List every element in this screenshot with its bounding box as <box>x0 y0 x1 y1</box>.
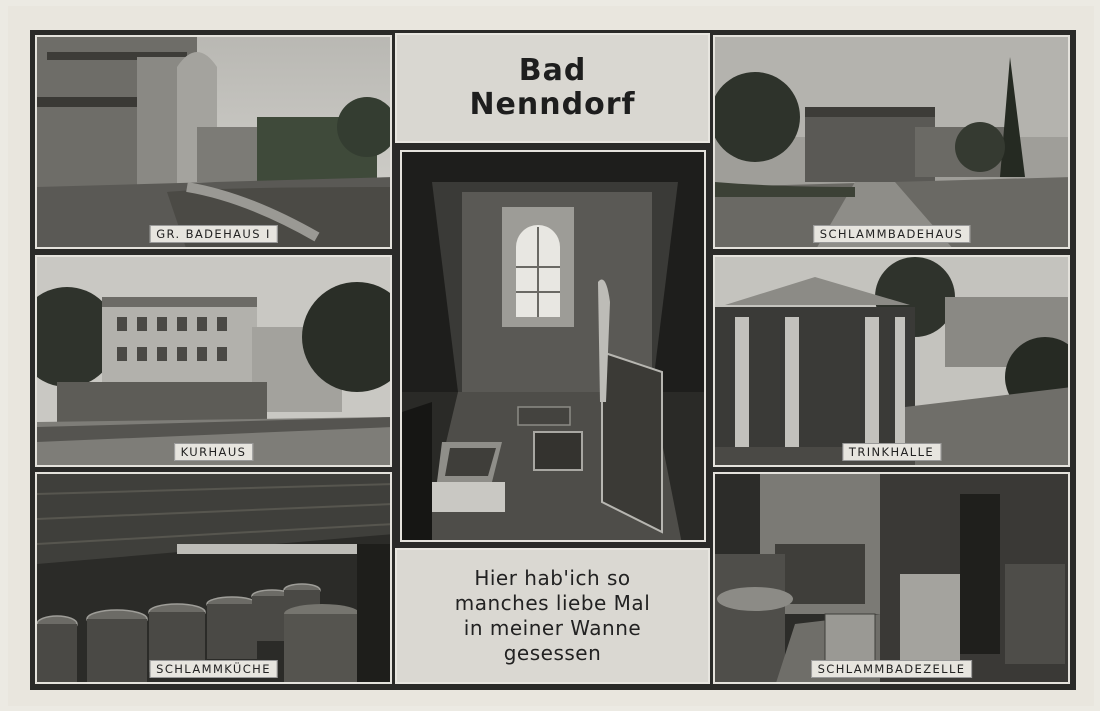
photo-kurhaus <box>35 255 392 467</box>
schlammbadezelle-image <box>715 474 1070 684</box>
schlammbadehaus-image <box>715 37 1070 249</box>
caption-gr-badehaus: GR. BADEHAUS I <box>149 225 278 243</box>
photo-schlammbadehaus <box>713 35 1070 249</box>
verse-line-2: manches liebe Mal <box>454 591 651 615</box>
caption-schlammkueche: SCHLAMMKÜCHE <box>149 660 278 678</box>
title-line-2: Nenndorf <box>469 87 636 122</box>
gr-badehaus-image <box>37 37 392 249</box>
verse-line-4: gesessen <box>503 641 602 665</box>
photo-trinkhalle <box>713 255 1070 467</box>
caption-trinkhalle: TRINKHALLE <box>842 443 941 461</box>
photo-schlammkueche <box>35 472 392 684</box>
kurhaus-image <box>37 257 392 467</box>
trinkhalle-image <box>715 257 1070 467</box>
caption-schlammbadehaus: SCHLAMMBADEHAUS <box>813 225 970 243</box>
bathroom-interior-image <box>402 152 706 542</box>
photo-gr-badehaus <box>35 35 392 249</box>
verse-line-3: in meiner Wanne <box>463 616 642 640</box>
title-box <box>395 33 710 143</box>
caption-schlammbadezelle: SCHLAMMBADEZELLE <box>811 660 973 678</box>
verse-line-1: Hier hab'ich so <box>474 566 631 590</box>
photo-bathroom-interior <box>400 150 706 542</box>
caption-kurhaus: KURHAUS <box>174 443 254 461</box>
verse-box <box>395 548 710 684</box>
title-line-1: Bad <box>518 53 587 88</box>
schlammkueche-image <box>37 474 392 684</box>
photo-schlammbadezelle <box>713 472 1070 684</box>
